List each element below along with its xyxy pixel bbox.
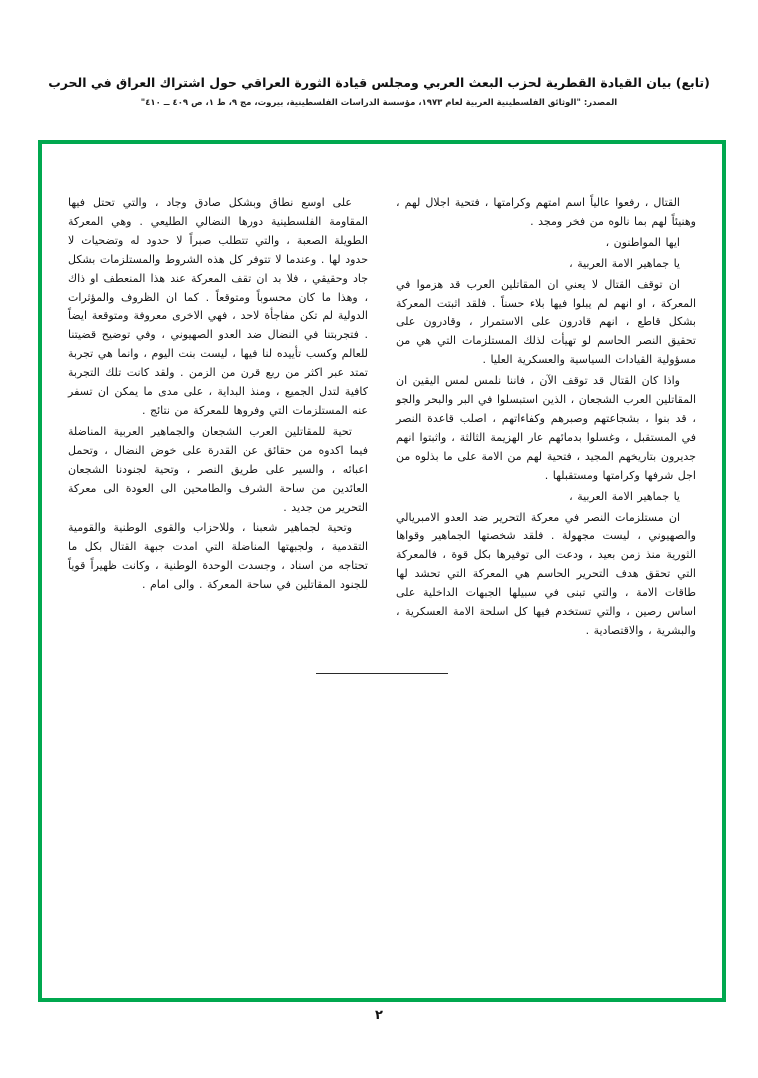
paragraph: وتحية لجماهير شعبنا ، وللاحزاب والقوى الوطنية والقومية التقدمية ، ولجبهتها المناضلة التي امدت جبهة القتال بكل ما تحتاجه من اسناد ، وجسدت الوحدة الوطنية ، وكانت ظهيراً قوياً للجنود المقاتلين في ساحة المعركة . والى امام . <box>68 521 368 592</box>
column-left <box>68 194 368 643</box>
page-number: ٢ <box>375 1008 383 1023</box>
paragraph: يا جماهير الامة العربية ، <box>569 489 680 503</box>
paragraph: يا جماهير الامة العربية ، <box>569 256 680 270</box>
document-body <box>42 144 722 674</box>
paragraph: ان توقف القتال لا يعني ان المقاتلين العرب قد هزموا في المعركة ، او انهم لم يبلوا فيها بلاء حسناً . فلقد اثبتت المعركة بشكل قاطع ، انهم قادرون على الاستمرار ، وقادرون على تحقيق النصر الحاسم لو تهيأت لذلك المستلزمات التي هي من مسؤولية القيادات السياسية والعسكرية العليا . <box>396 277 696 367</box>
page-header <box>0 74 758 109</box>
green-border-box <box>38 140 726 1002</box>
paragraph: ان مستلزمات النصر في معركة التحرير ضد العدو الامبريالي والصهيوني ، ليست مجهولة . فلقد شخصتها الجماهير وقواها الثورية منذ زمن بعيد ، ودعت الى توفيرها بكل قوة ، فالمعركة التي تحقق هدف التحرير الحاسم هي المعركة التي تحشد لها طاقات الامة ، والتي تبنى في سبيلها الجبهات الداخلية على اساس رصين ، والتي تستخدم فيها كل اسلحة الامة العسكرية ، والبشرية ، والاقتصادية . <box>396 510 696 637</box>
paragraph: على اوسع نطاق وبشكل صادق وجاد ، والتي تحتل فيها المقاومة الفلسطينية دورها النضالي الطليعي . وهي المعركة الطويلة الصعبة ، والتي تتطلب صبراً لا حدود له وتضحيات لا حدود لها . وعندما لا تتوفر كل هذه الشروط والمستلزمات بشكل جاد وحقيقي ، فلا بد ان تقف المعركة عند هذا المنعطف او ذاك ، وهذا ما كان محسوباً ومتوقعاً . كما ان الظروف والمؤثرات الدولية لم تكن مفاجأة لاحد ، فهي الاخرى معروفة ومتوقعة ايضاً . فتجربتنا في النضال ضد العدو الصهيوني ، وفي توضيح قضيتنا للعالم وكسب تأييده لنا فيها ، ليست بنت اليوم ، وانما هي تجربة تمتد عبر اكثر من ربع قرن من الزمن . ولقد كانت تلك التجربة كافية لتدل الجميع ، ومنذ البداية ، على مدى ما يمكن ان تسفر عنه المستلزمات التي وفروها للمعركة من نتائج . <box>68 196 368 417</box>
paragraph: القتال ، رفعوا عالياً اسم امتهم وكرامتها ، فتحية اجلال لهم ، وهنيئاً لهم بما نالوه من فخر ومجد . <box>396 196 696 228</box>
document-title: (تابع) بيان القيادة القطرية لحزب البعث العربي ومجلس قيادة الثورة العراقي حول اشتراك العراق في الحرب <box>48 75 710 90</box>
column-right <box>396 194 696 643</box>
paragraph: تحية للمقاتلين العرب الشجعان والجماهير العربية المناضلة فيما اكدوه من حقائق عن القدرة على خوض النضال ، وتحمل اعبائه ، والسير على طريق النصر ، وتحية لجنودنا الشجعان العائدين من ساحة الشرف والطامحين الى العودة الى معركة التحرير من جديد . <box>68 424 368 514</box>
source-citation: المصدر: "الوثائق الفلسطينية العربية لعام ١٩٧٣، مؤسسة الدراسات الفلسطينية، بيروت، مج ٩، ط ١، ص ٤٠٩ ــ ٤١٠" <box>140 97 618 108</box>
text-columns <box>68 194 696 643</box>
end-of-text-divider <box>316 673 448 674</box>
paragraph: واذا كان القتال قد توقف الآن ، فاننا نلمس لمس اليقين ان المقاتلين العرب الشجعان ، الذين استبسلوا في البر والبحر والجو ، قد بنوا ، بشجاعتهم وصبرهم وكفاءاتهم ، اصلب قاعدة النصر في المستقبل ، وغسلوا بدمائهم عار الهزيمة الثالثة ، واثبتوا انهم جديرون بتاريخهم المجيد ، فتحية لهم من الامة على ما بذلوه من اجل شرفها وكرامتها ومستقبلها . <box>396 374 696 482</box>
paragraph: ايها المواطنون ، <box>605 235 680 249</box>
